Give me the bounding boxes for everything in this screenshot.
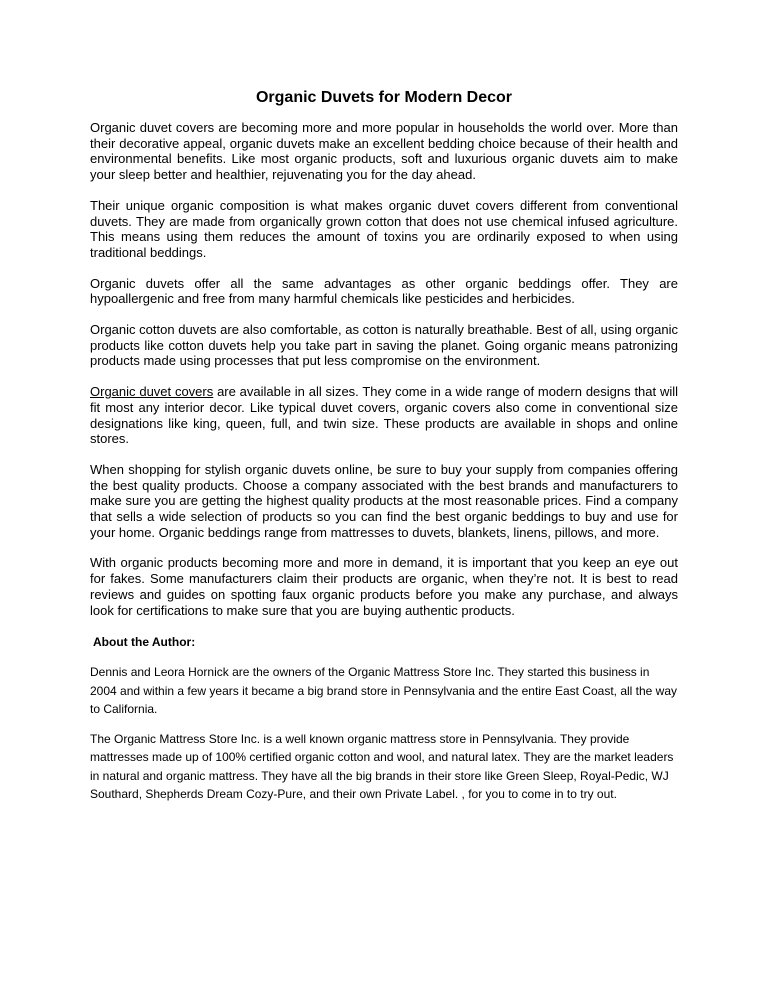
paragraph-intro: Organic duvet covers are becoming more and more popular in households the world over. More than their decorative appeal, organic duvets make an excellent bedding choice because of their health and environmental benefits. Like most organic products, soft and luxurious organic duvets aim to make your sleep better and healthier, rejuvenating you for the day ahead. bbox=[90, 120, 678, 183]
paragraph-advantages: Organic duvets offer all the same advantages as other organic beddings offer. They are hypoallergenic and free from many harmful chemicals like pesticides and herbicides. bbox=[90, 275, 678, 307]
document-page bbox=[90, 88, 678, 815]
paragraph-shopping: When shopping for stylish organic duvets online, be sure to buy your supply from companies offering the best quality products. Choose a company associated with the best brands and manufacturers to make sure you are getting the highest quality products at the most reasonable prices. Find a company that sells a wide selection of products so you can find the best organic beddings to buy and use for your home. Organic beddings range from mattresses to duvets, blankets, linens, pillows, and more. bbox=[90, 461, 678, 540]
organic-duvet-covers-link[interactable]: Organic duvet covers bbox=[90, 384, 214, 400]
author-paragraph-owners: Dennis and Leora Hornick are the owners of the Organic Mattress Store Inc. They started this business in 2004 and within a few years it became a big brand store in Pennsylvania and the entire East Coast, all the way to California. bbox=[90, 665, 678, 716]
paragraph-comfort: Organic cotton duvets are also comfortable, as cotton is naturally breathable. Best of all, using organic products like cotton duvets help you take part in saving the planet. Going organic means patronizing products made using processes that put less compromise on the environment. bbox=[90, 322, 678, 369]
paragraph-fakes: With organic products becoming more and more in demand, it is important that you keep an eye out for fakes. Some manufacturers claim their products are organic, when they’re not. It is best to read reviews and guides on spotting faux organic products before you make any purchase, and always look for certifications to make sure that you are buying authentic products. bbox=[90, 555, 678, 618]
paragraph-sizes bbox=[90, 384, 678, 447]
document-title: Organic Duvets for Modern Decor bbox=[255, 89, 513, 106]
about-author-heading: About the Author: bbox=[93, 635, 196, 650]
author-paragraph-store: The Organic Mattress Store Inc. is a well known organic mattress store in Pennsylvania. They provide mattresses made up of 100% certified organic cotton and wool, and natural latex. They are the market leaders in natural and organic mattress. They have all the big brands in their store like Green Sleep, Royal-Pedic, WJ Southard, Shepherds Dream Cozy-Pure, and their own Private Label. , for you to come in to try out. bbox=[90, 732, 674, 802]
paragraph-sizes-text: are available in all sizes. They come in a wide range of modern designs that will fit most any interior decor. Like typical duvet covers, organic covers also come in conventional size designations like king, queen, full, and twin size. These products are available in shops and online stores. bbox=[90, 384, 678, 447]
paragraph-composition: Their unique organic composition is what makes organic duvet covers different from conventional duvets. They are made from organically grown cotton that does not use chemical infused agriculture. This means using them reduces the amount of toxins you are ordinarily exposed to when using traditional beddings. bbox=[90, 197, 678, 260]
